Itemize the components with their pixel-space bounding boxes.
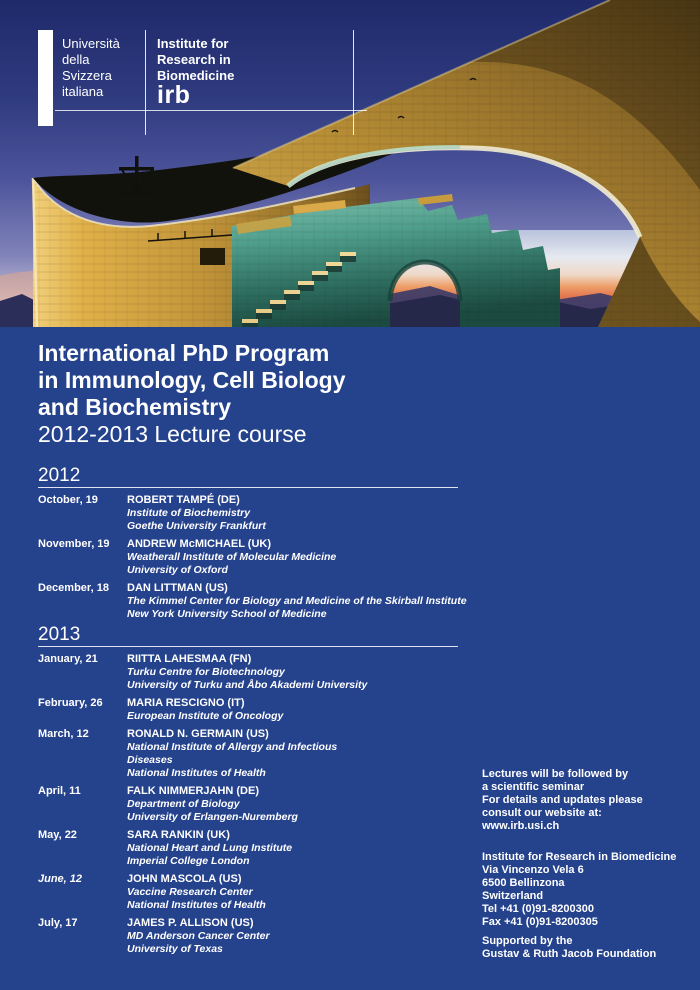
affiliation-line: Weatherall Institute of Molecular Medicine (127, 551, 337, 563)
lecture-entry (38, 873, 458, 912)
university-name-line: italiana (62, 84, 104, 99)
affiliation-line: University of Erlangen-Nuremberg (127, 811, 298, 823)
lecture-entry (38, 697, 458, 723)
institute-name-line: Institute for (157, 36, 229, 51)
speaker-name: RONALD N. GERMAIN (US) (127, 728, 269, 740)
lecture-date: May, 22 (38, 829, 77, 841)
irb-logo: irb (157, 81, 191, 109)
affiliation-line: New York University School of Medicine (127, 608, 327, 620)
program-title-block (38, 340, 346, 448)
affiliation-line: University of Oxford (127, 564, 228, 576)
seminar-note-line: consult our website at: (482, 807, 602, 819)
lecture-entry (38, 494, 458, 533)
affiliation-line: National Institute of Allergy and Infectious (127, 741, 338, 753)
lecture-date: February, 26 (38, 697, 103, 709)
lecture-date: December, 18 (38, 582, 109, 594)
fax-line: Fax +41 (0)91-8200305 (482, 916, 598, 928)
lecture-date: June, 12 (38, 873, 83, 885)
year-heading: 2012 (38, 467, 458, 488)
lecture-date: April, 11 (38, 785, 81, 797)
address-line: Institute for Research in Biomedicine (482, 851, 677, 863)
university-name (62, 36, 120, 100)
seminar-note (482, 768, 692, 833)
affiliation-line: MD Anderson Cancer Center (127, 930, 270, 942)
affiliation-line: Turku Centre for Biotechnology (127, 666, 285, 678)
header-divider (353, 30, 354, 135)
seminar-note-line: a scientific seminar (482, 781, 585, 793)
address-line: Via Vincenzo Vela 6 (482, 864, 584, 876)
lecture-date: March, 12 (38, 728, 89, 740)
support-note (482, 935, 692, 961)
lecture-entry (38, 582, 467, 621)
seminar-note-line: For details and updates please (482, 794, 643, 806)
affiliation-line: National Heart and Lung Institute (127, 842, 293, 854)
speaker-name: ANDREW McMICHAEL (UK) (127, 538, 272, 550)
lecture-date: November, 19 (38, 538, 110, 550)
lecture-entry (38, 538, 458, 577)
phone-line: Tel +41 (0)91-8200300 (482, 903, 595, 915)
speaker-name: DAN LITTMAN (US) (127, 582, 228, 594)
affiliation-line: National Institutes of Health (127, 899, 266, 911)
seminar-note-line: Lectures will be followed by (482, 768, 629, 780)
address-line: Switzerland (482, 890, 544, 902)
speaker-name: SARA RANKIN (UK) (127, 829, 230, 841)
support-note-line: Gustav & Ruth Jacob Foundation (482, 948, 657, 960)
institute-name (157, 36, 234, 84)
affiliation-line: University of Texas (127, 943, 223, 955)
lecture-list (38, 465, 467, 961)
section-2013 (38, 626, 458, 956)
speaker-name: FALK NIMMERJAHN (DE) (127, 785, 259, 797)
lecture-entry (38, 728, 458, 780)
lecture-date: January, 21 (38, 653, 98, 665)
affiliation-line: University of Turku and Åbo Akademi University (127, 679, 368, 691)
aside-column (482, 768, 692, 961)
program-title-line: in Immunology, Cell Biology (38, 367, 346, 393)
institute-address (482, 851, 692, 929)
address-line: 6500 Bellinzona (482, 877, 565, 889)
program-title-line: International PhD Program (38, 340, 330, 366)
affiliation-line: Department of Biology (127, 798, 240, 810)
year-heading: 2013 (38, 626, 458, 647)
speaker-name: ROBERT TAMPÉ (DE) (127, 494, 240, 506)
program-title-line: and Biochemistry (38, 394, 231, 420)
affiliation-line: National Institutes of Health (127, 767, 266, 779)
program-subtitle: 2012-2013 Lecture course (38, 421, 307, 447)
usi-logo-bar (38, 30, 53, 126)
lecture-date: July, 17 (38, 917, 78, 929)
speaker-name: MARIA RESCIGNO (IT) (127, 697, 245, 709)
photo-illustration (0, 0, 700, 327)
speaker-name: RIITTA LAHESMAA (FN) (127, 653, 252, 665)
affiliation-line: Institute of Biochemistry (127, 507, 251, 519)
lecture-entry (38, 917, 458, 956)
affiliation-line: Goethe University Frankfurt (127, 520, 266, 532)
institute-name-line: Research in (157, 52, 231, 67)
header-rule (55, 110, 367, 111)
affiliation-line: The Kimmel Center for Biology and Medicine of the Skirball Institute (127, 595, 467, 607)
lecture-entry (38, 653, 458, 692)
university-name-line: della (62, 52, 90, 67)
affiliation-line: Imperial College London (127, 855, 250, 867)
speaker-name: JOHN MASCOLA (US) (127, 873, 242, 885)
lecture-entry (38, 829, 458, 868)
lecture-date: October, 19 (38, 494, 98, 506)
website-url: www.irb.usi.ch (482, 820, 560, 832)
header-divider (145, 30, 146, 135)
university-name-line: Svizzera (62, 68, 112, 83)
support-note-line: Supported by the (482, 935, 573, 947)
affiliation-line: Vaccine Research Center (127, 886, 253, 898)
affiliation-line: European Institute of Oncology (127, 710, 284, 722)
affiliation-line: Diseases (127, 754, 173, 766)
section-2012 (38, 465, 467, 621)
university-name-line: Università (62, 36, 120, 51)
speaker-name: JAMES P. ALLISON (US) (127, 917, 254, 929)
lecture-entry (38, 785, 458, 824)
institute-name-line: Biomedicine (157, 68, 235, 83)
